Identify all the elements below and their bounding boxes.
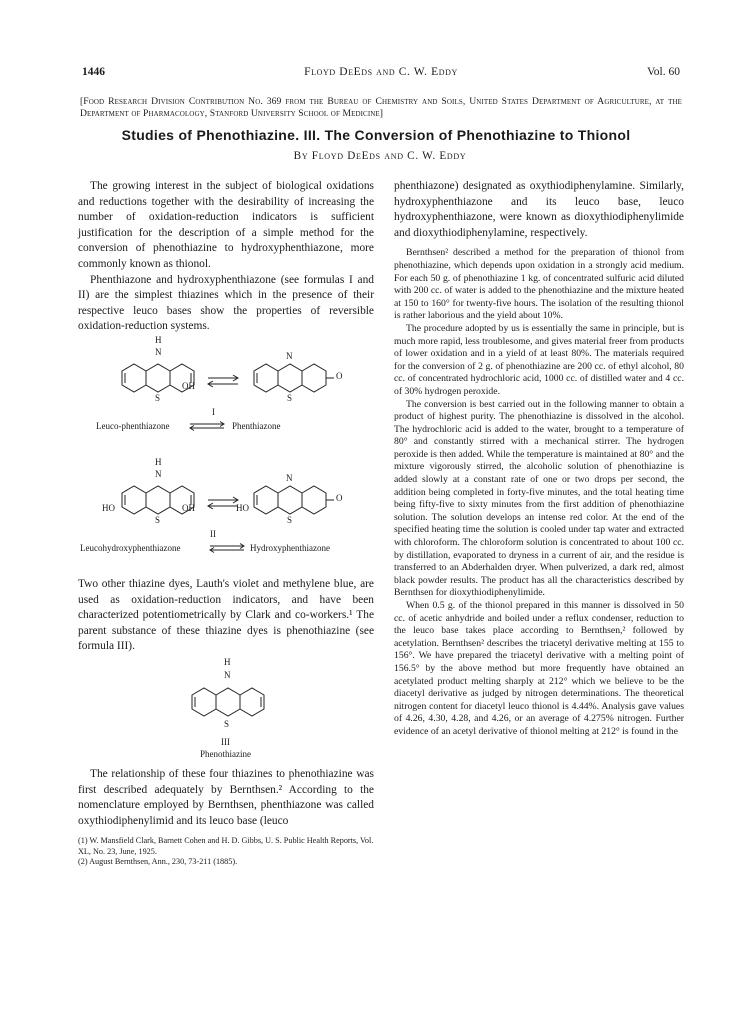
running-header: [82, 66, 680, 82]
paragraph-thiazine-dyes: Two other thiazine dyes, Lauth's violet and methylene blue, are used as oxidation-reduction indicators, and have been characterized potentiometrically by Clark and co-workers.¹ The parent substance of these thiazine dyes is phenothiazine (see formula III).: [78, 577, 374, 653]
paragraph-continuation: phenthiazone) designated as oxythiodiphenylamine. Similarly, hydroxyphenthiazone and its leuco base, leuco hydroxyphenthiazone, were known as dioxythiodiphenylimide and dioxythiodiphenylamine, respectively.: [394, 180, 684, 239]
paragraph-acetylation: When 0.5 g. of the thionol prepared in this manner is dissolved in 50 cc. of acetic anhydride and boiled under a reflux condenser, reduction to the leuco base takes place according to Bernthsen,² followed by acetylation. Bernthsen² describes the triacetyl derivative melting at 155 to 156°. We have prepared the triacetyl derivative with a melting point of 156.5° by the above method but more frequently have obtained an acetylated product melting sharply at 212° which we believe to be the diacetyl derivative as judged by nitrogen determinations. The theoretical nitrogen content for diacetyl leuco thionol is 4.44%. Analysis gave values of 4.26, 4.30, 4.28, and 4.26, or an average of 4.275% nitrogen. Further evidence of an acetyl derivative of thionol melting at 212° is found in the: [394, 600, 684, 737]
formula-1-oh: OH: [182, 380, 195, 391]
running-title: Floyd DeEds and C. W. Eddy: [304, 66, 458, 78]
formula-2-caption-leuco: Leucohydroxyphenthiazone: [80, 542, 181, 553]
formula-1-s-right: S: [287, 392, 293, 403]
paragraph-thiazines: Phenthiazone and hydroxyphenthiazone (see formulas I and II) are the simplest thiazines which in the presence of their respective leuco bases show the properties of reversible oxidation-reduction systems.: [78, 273, 374, 333]
formula-2-caption-hydroxy: Hydroxyphenthiazone: [250, 542, 330, 553]
footnote-1: (1) W. Mansfield Clark, Barnett Cohen and H. D. Gibbs, U. S. Public Health Reports, Vol. XL, No. 23, June, 1925.: [78, 836, 374, 856]
paragraph-intro: The growing interest in the subject of biological oxidations and reductions together with the desirability of increasing the number of oxidation-reduction indicators is sufficient justification for the description of a simple method for the conversion of phenothiazine to hydroxyphenthiazone, more commonly known as thionol.: [78, 180, 374, 270]
formula-1-roman: I: [212, 406, 215, 417]
formula-2-ho-left: HO: [102, 502, 115, 513]
paragraph-bernthsen-method: Bernthsen² described a method for the preparation of thionol from phenothiazine, which depends upon oxidation in a strongly acid medium. For each 50 g. of phenothiazine 1 kg. of concentrated sulfuric acid diluted with 200 cc. of water is added to the phenothiazine and the mixture heated at 150 to 160° for twenty-five hours. The isolation of the resulting thionol is rather laborious and the yield about 10%.: [394, 247, 684, 322]
right-column: [394, 179, 684, 739]
formula-1-s-left: S: [155, 392, 161, 403]
formula-2-roman: II: [210, 528, 216, 539]
formula-3-caption: Phenothiazine: [200, 748, 251, 759]
formula-2-ho-right: HO: [236, 502, 249, 513]
structure-formula-1: [78, 335, 374, 457]
paragraph-procedure: The procedure adopted by us is essentially the same in principle, but is much more rapid, less troublesome, and gives material freer from products of lower oxidation and in a yield of at least 80%. The materials required for the conversion of 2 g. of phenothiazine are 200 cc. of ethyl alcohol, 80 cc. of concentrated hydrochloric acid, 1000 cc. of distilled water and 4 cc. of 30% hydrogen peroxide.: [394, 322, 684, 397]
structure-formula-2: [78, 457, 374, 577]
formula-2-n-right: N: [286, 472, 293, 483]
formula-2-h: H: [155, 456, 162, 467]
page-number: 1446: [82, 66, 105, 78]
formula-2-n-left: N: [155, 468, 162, 479]
formula-1-h: H: [155, 334, 162, 345]
formula-2-caption-arrows: [208, 543, 248, 553]
article-title: Studies of Phenothiazine. III. The Conversion of Phenothiazine to Thionol: [121, 127, 631, 143]
formula-1-caption-arrows: [188, 421, 228, 431]
formula-3-roman: III: [221, 736, 230, 747]
paragraph-relationship: The relationship of these four thiazines to phenothiazine was first described adequately by Bernthsen.² According to the nomenclature employed by Bernthsen, phenthiazone was called oxythiodiphenylimid and its leuco base (leuco: [78, 767, 374, 827]
formula-3-s: S: [224, 718, 230, 729]
volume-label: Vol. 60: [646, 66, 680, 78]
paragraph-conversion: The conversion is best carried out in the following manner to obtain a product of highest purity. The phenothiazine is dissolved in the alcohol. The hydrochloric acid is added to the water, brought to a temperature of 80° and constantly stirred with a mechanical stirrer. The hydrogen peroxide is then added. While the temperature is maintained at 80° and the mixture vigorously stirred, the alcoholic solution of phenothiazine is added slowly at a constant rate of one or two drops per second, the addition being completed in forty-five minutes, and the total heating time being fifty-five to sixty minutes from the first addition of phenothiazine solution. The solution develops an intense red color. At the end of the specified heating time the solution is cooled under tap water and extracted with chloroform. The chloroform solution is concentrated to about 100 cc. by distillation, evaporated to dryness in a current of air, and the residue is transferred to an Abderhalden dryer. When pulverized, a dark red, almost black powder results. The product has all the characteristics described by Bernthsen for dioxythiodiphenylimide.: [394, 398, 684, 599]
formula-2-s-right: S: [287, 514, 293, 525]
formula-2-oh: OH: [182, 502, 195, 513]
formula-2-s-left: S: [155, 514, 161, 525]
formula-1-n-right: N: [286, 350, 293, 361]
formula-3-h: H: [224, 656, 231, 667]
formula-1-o: O: [336, 370, 343, 381]
formula-1-n-left: N: [155, 346, 162, 357]
footnote-2: (2) August Bernthsen, Ann., 230, 73-211 (1885).: [78, 857, 238, 867]
left-column: [78, 179, 374, 868]
structure-formula-3: [78, 655, 374, 767]
formula-1-caption-leuco: Leuco-phenthiazone: [96, 420, 170, 431]
formula-1-caption-phenthiazone: Phenthiazone: [232, 420, 281, 431]
formula-3-n: N: [224, 669, 231, 680]
formula-2-o: O: [336, 492, 343, 503]
author-byline: By Floyd DeEds and C. W. Eddy: [293, 150, 467, 162]
contribution-note: [Food Research Division Contribution No. 369 from the Bureau of Chemistry and Soils, United States Department of Agriculture, at the Department of Pharmacology, Stanford University School of Medicine]: [80, 96, 682, 119]
